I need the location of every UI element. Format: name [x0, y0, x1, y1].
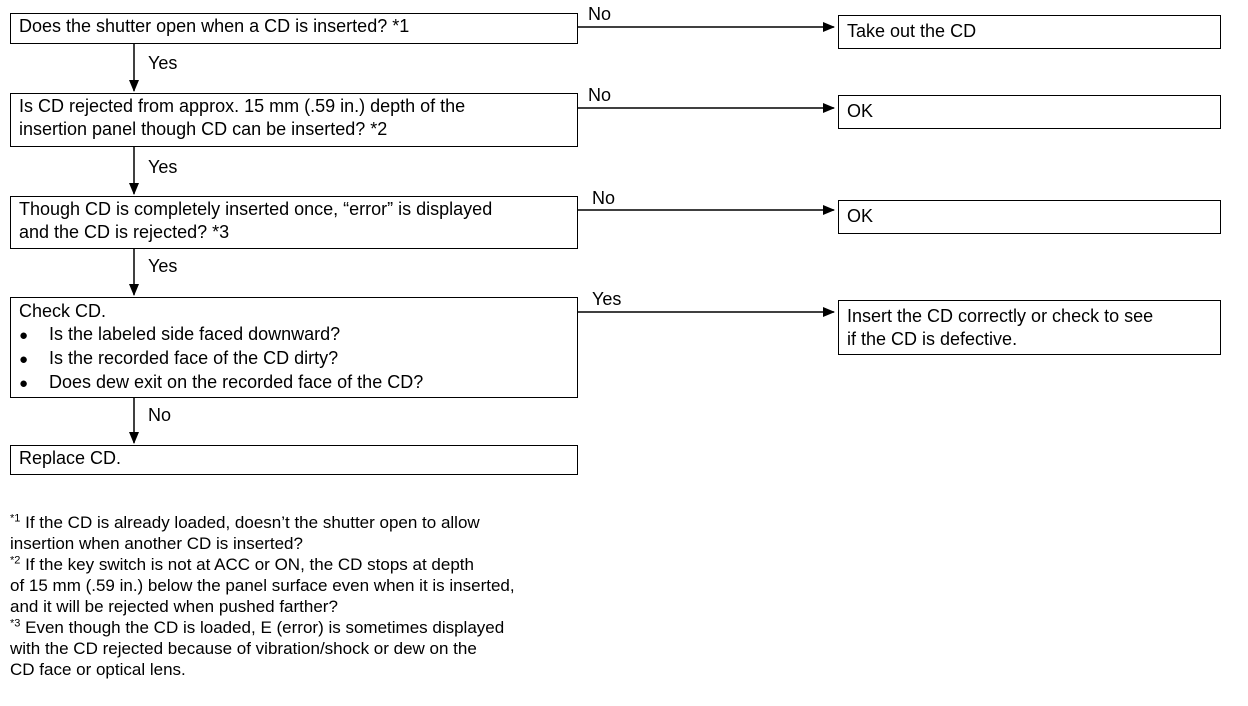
- check-item-text: Is the labeled side faced downward?: [49, 324, 341, 344]
- result-ok-2: [838, 200, 1221, 234]
- result-take-out-cd: [838, 15, 1221, 49]
- check-cd-box: [10, 297, 578, 398]
- footnote-text: CD face or optical lens.: [10, 660, 186, 679]
- branch-label-no: No: [588, 4, 612, 24]
- bullet-icon: ●: [19, 327, 29, 344]
- result-text: if the CD is defective.: [847, 329, 1018, 349]
- branch-label-yes: Yes: [148, 256, 178, 276]
- footnotes: [10, 512, 515, 680]
- footnote-text: If the key switch is not at ACC or ON, the CD stops at depth: [25, 555, 474, 574]
- branch-label-no: No: [588, 85, 612, 105]
- footnote-text: of 15 mm (.59 in.) below the panel surface even when it is inserted,: [10, 576, 515, 595]
- question-shutter-open: [10, 13, 578, 44]
- footnote-text: with the CD rejected because of vibration/shock or dew on the: [10, 639, 477, 658]
- footnote-mark: *2: [10, 554, 21, 567]
- question-text: and the CD is rejected? *3: [19, 222, 230, 242]
- check-cd-title: Check CD.: [19, 301, 107, 321]
- footnote-text: insertion when another CD is inserted?: [10, 534, 303, 553]
- result-insert-correctly: [838, 300, 1221, 355]
- branch-label-no: No: [592, 188, 616, 208]
- branch-label-yes: Yes: [592, 289, 622, 309]
- question-text: Is CD rejected from approx. 15 mm (.59 in.) depth of the: [19, 96, 466, 116]
- footnote-mark: *1: [10, 512, 21, 525]
- replace-cd-box: [10, 445, 578, 475]
- bullet-icon: ●: [19, 375, 29, 392]
- check-item: [19, 323, 569, 347]
- branch-label-yes: Yes: [148, 157, 178, 177]
- action-text: Replace CD.: [19, 448, 122, 468]
- check-item: [19, 371, 569, 395]
- footnote-3: [10, 617, 515, 680]
- question-cd-rejected-depth: [10, 93, 578, 147]
- result-text: Insert the CD correctly or check to see: [847, 306, 1154, 326]
- footnote-text: and it will be rejected when pushed farther?: [10, 597, 338, 616]
- result-text: OK: [847, 101, 874, 121]
- footnote-1: [10, 512, 515, 554]
- question-text: Does the shutter open when a CD is inserted? *1: [19, 16, 410, 36]
- question-text: insertion panel though CD can be inserted? *2: [19, 119, 388, 139]
- check-item-text: Is the recorded face of the CD dirty?: [49, 348, 339, 368]
- check-item-text: Does dew exit on the recorded face of the CD?: [49, 372, 424, 392]
- question-text: Though CD is completely inserted once, “error” is displayed: [19, 199, 493, 219]
- bullet-icon: ●: [19, 351, 29, 368]
- branch-label-yes: Yes: [148, 53, 178, 73]
- branch-label-no: No: [148, 405, 172, 425]
- footnote-text: Even though the CD is loaded, E (error) is sometimes displayed: [25, 618, 505, 637]
- result-ok-1: [838, 95, 1221, 129]
- check-item: [19, 347, 569, 371]
- question-error-displayed: [10, 196, 578, 249]
- footnote-mark: *3: [10, 617, 21, 630]
- result-text: Take out the CD: [847, 21, 977, 41]
- footnote-text: If the CD is already loaded, doesn’t the shutter open to allow: [25, 513, 480, 532]
- footnote-2: [10, 554, 515, 617]
- result-text: OK: [847, 206, 874, 226]
